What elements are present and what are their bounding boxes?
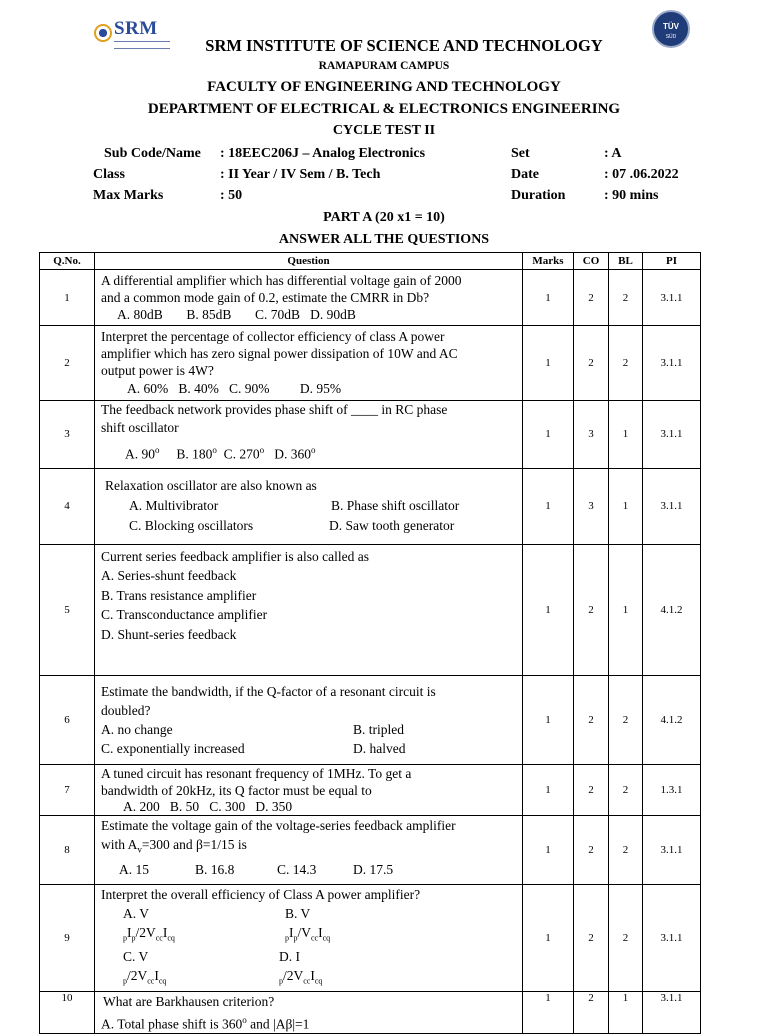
option-a: A. 15 — [119, 862, 149, 878]
question-text — [95, 544, 523, 675]
co-cell: 2 — [574, 675, 609, 764]
option-a-prefix: A. Total phase shift is 360 — [101, 1016, 243, 1032]
question-text — [95, 764, 523, 815]
bl-cell: 1 — [609, 401, 643, 469]
options-row — [101, 859, 516, 881]
question-line: Estimate the voltage gain of the voltage-series feedback amplifier — [101, 817, 456, 833]
table-header-row — [40, 253, 701, 270]
degree-mark: o — [311, 445, 316, 455]
option-a: A. Multivibrator — [129, 498, 219, 513]
max-marks-value: : 50 — [220, 188, 243, 203]
pi-cell: 3.1.1 — [643, 468, 701, 544]
degree-mark: o — [212, 445, 217, 455]
co-cell: 3 — [574, 468, 609, 544]
marks-cell: 1 — [523, 764, 574, 815]
co-cell: 2 — [574, 764, 609, 815]
sub-code-value: : 18EEC206J – Analog Electronics — [220, 146, 426, 161]
max-marks-label: Max Marks — [93, 188, 164, 203]
degree-mark: o — [259, 445, 265, 455]
bl-cell: 2 — [609, 675, 643, 764]
question-text — [95, 991, 523, 1034]
gain-prefix: with A — [101, 836, 138, 852]
question-text — [95, 270, 523, 326]
option-b-label: B. V — [285, 905, 311, 921]
question-text — [95, 675, 523, 764]
option-d-label: D. I — [279, 949, 300, 965]
marks-cell: 1 — [523, 401, 574, 469]
question-number: 1 — [40, 270, 95, 326]
bl-cell: 2 — [609, 270, 643, 326]
option-c: C. 14.3 — [277, 862, 317, 878]
option-a: A. no change — [101, 721, 173, 737]
question-number: 10 — [40, 991, 95, 1034]
question-number: 3 — [40, 401, 95, 469]
question-text — [95, 468, 523, 544]
question-line: A tuned circuit has resonant frequency of 1MHz. To get a — [101, 765, 412, 781]
marks-cell: 1 — [523, 675, 574, 764]
question-number: 4 — [40, 468, 95, 544]
faculty-name: FACULTY OF ENGINEERING AND TECHNOLOGY — [207, 79, 561, 95]
question-line: shift oscillator — [101, 420, 179, 435]
bl-cell: 1 — [609, 991, 643, 1034]
table-row — [40, 884, 701, 991]
option-d: D. 360 — [274, 446, 312, 462]
question-number: 7 — [40, 764, 95, 815]
question-options: A. 200 B. 50 C. 300 D. 350 — [123, 798, 293, 814]
question-text — [95, 326, 523, 401]
question-text — [95, 815, 523, 884]
option-b: B. Phase shift oscillator — [331, 498, 460, 513]
header-bl: BL — [609, 253, 643, 270]
header-pi: PI — [643, 253, 701, 270]
pi-cell: 1.3.1 — [643, 764, 701, 815]
marks-cell: 1 — [523, 815, 574, 884]
pi-cell: 3.1.1 — [643, 401, 701, 469]
srm-logo-text: SRM — [114, 18, 158, 39]
degree-mark: o — [155, 445, 160, 455]
question-number: 5 — [40, 544, 95, 675]
question-line: Estimate the bandwidth, if the Q-factor of a resonant circuit is — [101, 683, 436, 699]
option-c: C. V $_p/2V_{cc}I_{cq}$ — [123, 947, 279, 991]
header-marks: Marks — [523, 253, 574, 270]
option-d: D. I $_p/2V_{cc}I_{cq}$ — [279, 949, 323, 986]
duration-value: : 90 mins — [604, 188, 659, 203]
gain-line — [101, 835, 516, 860]
option-a-suffix: and |Aβ|=1 — [246, 1016, 310, 1032]
co-cell: 2 — [574, 326, 609, 401]
question-number: 9 — [40, 884, 95, 991]
question-text — [95, 884, 523, 991]
question-line: output power is 4W? — [101, 362, 214, 378]
bl-cell: 1 — [609, 544, 643, 675]
set-value: : A — [604, 146, 622, 161]
exam-title: CYCLE TEST II — [332, 123, 436, 138]
gain-subscript: v — [137, 844, 142, 855]
question-text — [95, 401, 523, 469]
question-line: A. Series-shunt feedback — [101, 568, 237, 583]
table-row — [40, 468, 701, 544]
option-d: D. 17.5 — [353, 862, 394, 878]
table-row — [40, 401, 701, 469]
option-c-label: C. V — [123, 949, 149, 965]
table-row — [40, 991, 701, 1034]
marks-cell: 1 — [523, 468, 574, 544]
option-a: A. V $_pI_p/2V_{cc}I_{cq}$ — [123, 904, 285, 948]
marks-cell: 1 — [523, 544, 574, 675]
bl-cell: 2 — [609, 884, 643, 991]
marks-cell: 1 — [523, 884, 574, 991]
bl-cell: 2 — [609, 815, 643, 884]
question-line: Interpret the percentage of collector efficiency of class A power — [101, 328, 445, 344]
question-line: D. Shunt-series feedback — [101, 626, 237, 642]
question-options: A. 60% B. 40% C. 90% D. 95% — [127, 380, 342, 396]
part-a-title: PART A (20 x1 = 10) — [323, 210, 445, 225]
sub-code-label: Sub Code/Name — [104, 146, 201, 161]
instruction-text: ANSWER ALL THE QUESTIONS — [278, 232, 490, 247]
header-question: Question — [95, 253, 523, 270]
option-d: D. Saw tooth generator — [329, 518, 455, 533]
question-line: Interpret the overall efficiency of Class A power amplifier? — [101, 886, 421, 902]
duration-label: Duration — [511, 188, 566, 203]
set-label: Set — [511, 146, 530, 161]
option-b: B. 180 — [176, 446, 213, 462]
table-row — [40, 326, 701, 401]
option-b: B. 16.8 — [195, 862, 235, 878]
options-row — [101, 496, 516, 516]
option-a-label: A. V — [123, 905, 150, 921]
date-label: Date — [511, 167, 539, 182]
question-line: The feedback network provides phase shift of ____ in RC phase — [101, 402, 448, 417]
pi-cell: 3.1.1 — [643, 326, 701, 401]
header-qno: Q.No. — [40, 253, 95, 270]
question-table — [39, 252, 701, 1034]
bl-cell: 2 — [609, 326, 643, 401]
question-line: B. Trans resistance amplifier — [101, 587, 257, 603]
class-value: : II Year / IV Sem / B. Tech — [220, 167, 381, 182]
table-row — [40, 764, 701, 815]
co-cell: 2 — [574, 270, 609, 326]
class-label: Class — [93, 167, 125, 182]
pi-cell: 3.1.1 — [643, 991, 701, 1034]
table-row — [40, 270, 701, 326]
date-value: : 07 .06.2022 — [604, 167, 679, 182]
department-name: DEPARTMENT OF ELECTRICAL & ELECTRONICS ENGINEERING — [147, 101, 621, 117]
tuv-badge-subtext: SÜD — [665, 34, 677, 40]
question-line: C. Transconductance amplifier — [101, 607, 268, 622]
options-row — [101, 739, 516, 758]
gain-suffix: =300 and β=1/15 is — [141, 836, 247, 852]
degree-mark: o — [242, 1014, 247, 1025]
option-a: A. 90 — [125, 446, 155, 462]
question-line: What are Barkhausen criterion? — [103, 993, 275, 1009]
option-b: B. tripled — [353, 721, 404, 737]
table-row — [40, 544, 701, 675]
option-c: C. exponentially increased — [101, 740, 245, 756]
question-options — [101, 437, 516, 468]
question-number: 6 — [40, 675, 95, 764]
options-row — [101, 516, 516, 536]
marks-cell: 1 — [523, 991, 574, 1034]
pi-cell: 3.1.1 — [643, 815, 701, 884]
option-d: D. halved — [353, 740, 406, 756]
option-c: C. 270 — [223, 446, 260, 462]
question-line: amplifier which has zero signal power dissipation of 10W and AC — [101, 345, 458, 361]
table-row — [40, 675, 701, 764]
question-line: Relaxation oscillator are also known as — [105, 478, 317, 493]
barkhausen-option — [101, 1011, 516, 1034]
marks-cell: 1 — [523, 270, 574, 326]
options-row — [101, 947, 516, 991]
tuv-badge-text: TÜV — [663, 22, 679, 31]
options-row — [101, 904, 516, 948]
question-line: and a common mode gain of 0.2, estimate the CMRR in Db? — [101, 290, 430, 305]
campus-name: RAMAPURAM CAMPUS — [318, 60, 450, 72]
co-cell: 2 — [574, 884, 609, 991]
pi-cell: 3.1.1 — [643, 884, 701, 991]
pi-cell: 3.1.1 — [643, 270, 701, 326]
option-c: C. Blocking oscillators — [129, 518, 254, 533]
question-line: bandwidth of 20kHz, its Q factor must be equal to — [101, 782, 372, 798]
marks-cell: 1 — [523, 326, 574, 401]
bl-cell: 2 — [609, 764, 643, 815]
question-line: Current series feedback amplifier is also called as — [101, 548, 370, 564]
institute-name: SRM INSTITUTE OF SCIENCE AND TECHNOLOGY — [205, 36, 603, 55]
header-co: CO — [574, 253, 609, 270]
co-cell: 2 — [574, 815, 609, 884]
co-cell: 2 — [574, 544, 609, 675]
pi-cell: 4.1.2 — [643, 675, 701, 764]
pi-cell: 4.1.2 — [643, 544, 701, 675]
co-cell: 3 — [574, 401, 609, 469]
bl-cell: 1 — [609, 468, 643, 544]
co-cell: 2 — [574, 991, 609, 1034]
table-row — [40, 815, 701, 884]
options-row — [101, 720, 516, 739]
question-number: 2 — [40, 326, 95, 401]
question-line: A differential amplifier which has differential voltage gain of 2000 — [101, 273, 462, 288]
question-number: 8 — [40, 815, 95, 884]
question-options: A. 80dB B. 85dB C. 70dB D. 90dB — [117, 307, 356, 322]
option-b: B. V $_pI_p/V_{cc}I_{cq}$ — [285, 905, 331, 943]
question-line: doubled? — [101, 702, 151, 718]
